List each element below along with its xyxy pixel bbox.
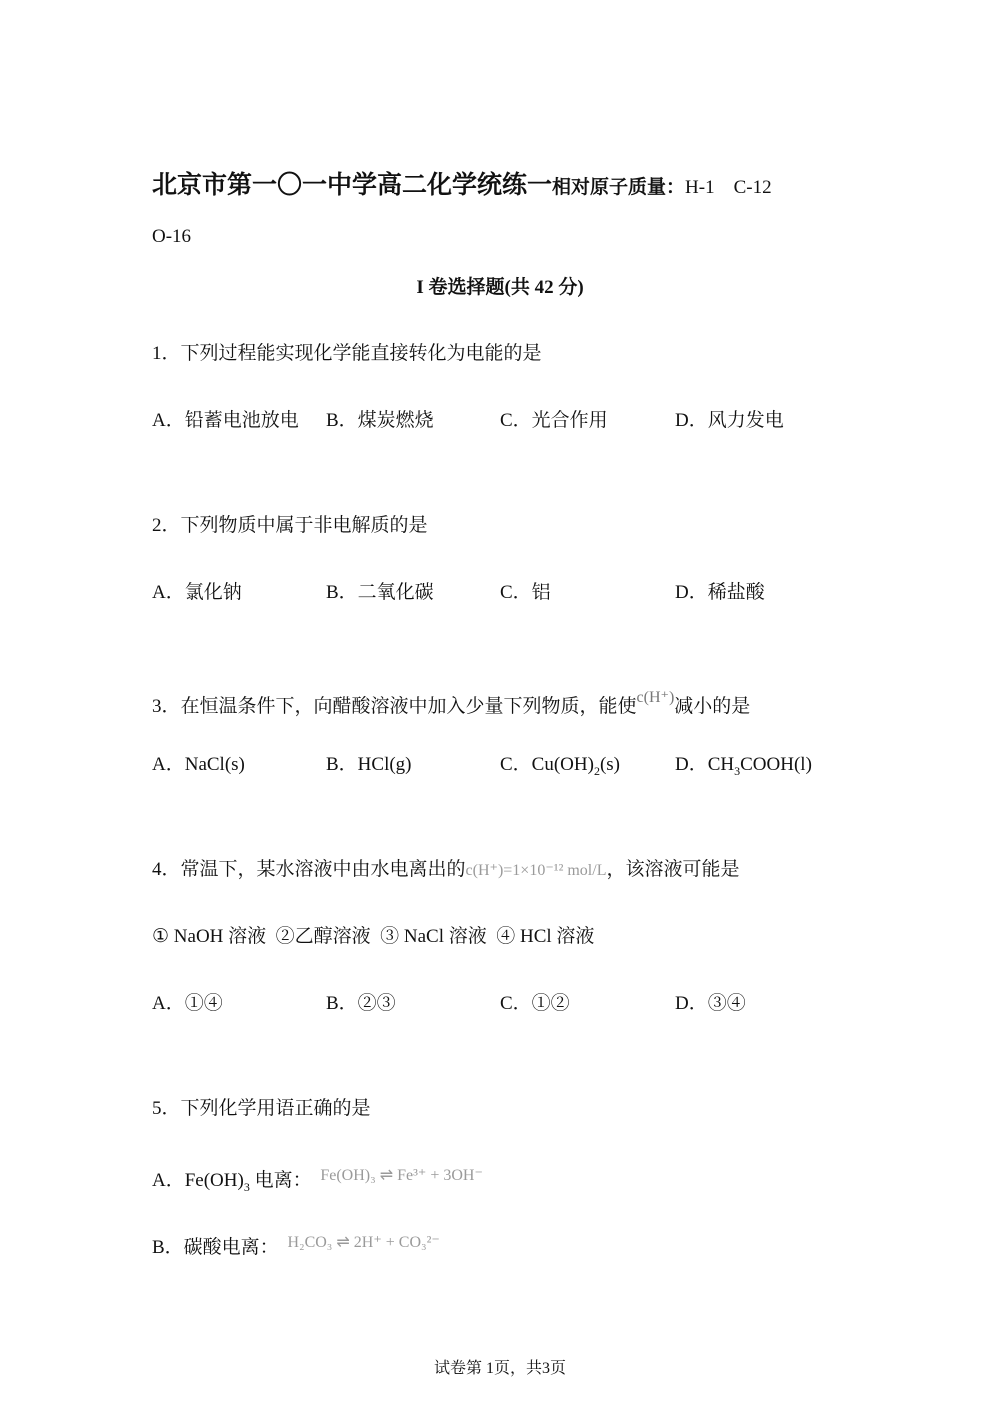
q3-option-c[interactable]	[500, 753, 620, 783]
atomic-mass-label: 相对原子质量：	[552, 177, 686, 198]
q2-option-c[interactable]: C．铝	[500, 582, 551, 603]
q3-option-a[interactable]: A．NaCl(s)	[152, 754, 245, 775]
q5-option-a[interactable]	[152, 1164, 483, 1199]
page-footer: 试卷第 1页，共3页	[433, 1360, 566, 1377]
q4-option-b[interactable]: B．②③	[326, 993, 396, 1014]
q1-option-d[interactable]: D．风力发电	[675, 410, 784, 431]
q3-option-c-state: (s)	[599, 754, 621, 775]
atomic-mass-values-cont: O-16	[152, 226, 192, 247]
question-3-stem	[152, 686, 750, 719]
q3-option-d[interactable]	[675, 753, 812, 783]
q3-option-c-sub: 2	[593, 763, 600, 778]
question-1-stem: 1．下列过程能实现化学能直接转化为电能的是	[152, 343, 542, 364]
q3-stem-post: 减小的是	[674, 696, 751, 717]
q3-formula: c(H⁺)	[636, 689, 675, 706]
q3-option-d-rest: COOH(l)	[740, 754, 812, 775]
atomic-mass-values: H-1 C-12	[685, 177, 772, 198]
q5-option-a-sub: 3	[243, 1179, 250, 1194]
q1-option-c[interactable]: C．光合作用	[500, 410, 608, 431]
section-title: I 卷选择题(共 42 分)	[416, 277, 584, 298]
question-5-stem: 5．下列化学用语正确的是	[152, 1098, 371, 1119]
q4-option-d[interactable]: D．③④	[675, 993, 746, 1014]
question-4-stem	[152, 858, 739, 883]
q5-option-a-formula: Fe(OH)₃ ⇌ Fe³⁺ + 3OH⁻	[320, 1167, 483, 1184]
q4-formula: c(H⁺)=1×10⁻¹² mol/L	[465, 862, 607, 879]
q1-option-a[interactable]: A．铅蓄电池放电	[152, 410, 299, 431]
question-2-stem: 2．下列物质中属于非电解质的是	[152, 515, 428, 536]
q1-option-b[interactable]: B．煤炭燃烧	[326, 410, 434, 431]
q3-option-d-sub: 3	[734, 763, 741, 778]
q4-stem-pre: 4．常温下，某水溶液中由水电离出的	[152, 859, 466, 880]
q2-option-d[interactable]: D．稀盐酸	[675, 582, 765, 603]
q5-option-b-label: B．碳酸电离：	[152, 1237, 279, 1258]
q3-option-d-text: D．CH	[675, 754, 735, 775]
title-text: 北京市第一〇一中学高二化学统练一	[152, 172, 553, 199]
q3-stem-pre: 3．在恒温条件下，向醋酸溶液中加入少量下列物质，能使	[152, 696, 637, 717]
q3-option-c-text: C．Cu(OH)	[500, 754, 594, 775]
q5-option-b[interactable]	[152, 1231, 440, 1260]
q3-option-b[interactable]: B．HCl(g)	[326, 754, 412, 775]
question-4-items: ① NaOH 溶液 ②乙醇溶液 ③ NaCl 溶液 ④ HCl 溶液	[152, 926, 595, 947]
q5-option-a-text: A．Fe(OH)	[152, 1170, 244, 1191]
q5-option-b-formula: H₂CO₃ ⇌ 2H⁺ + CO₃²⁻	[287, 1234, 440, 1251]
q2-option-b[interactable]: B．二氧化碳	[326, 582, 434, 603]
q2-option-a[interactable]: A．氯化钠	[152, 582, 242, 603]
q4-option-a[interactable]: A．①④	[152, 993, 223, 1014]
exam-title	[152, 170, 772, 204]
q4-stem-post: ，该溶液可能是	[606, 859, 740, 880]
q5-option-a-label: 电离：	[249, 1170, 312, 1191]
q4-option-c[interactable]: C．①②	[500, 993, 570, 1014]
